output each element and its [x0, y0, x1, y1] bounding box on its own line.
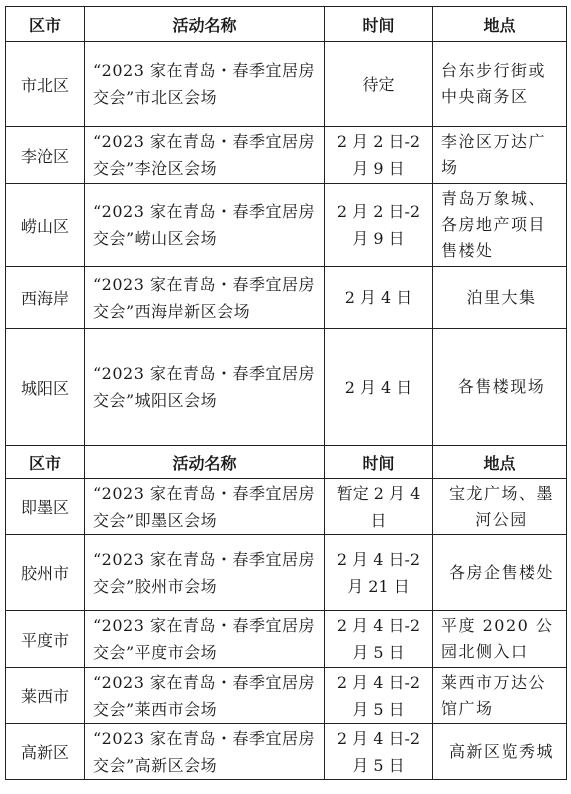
- venue-cell: 平度 2020 公园北侧入口: [433, 611, 567, 668]
- table-row: [6, 724, 567, 780]
- time-cell: 暂定 2 月 4 日: [325, 479, 433, 535]
- table-row: [6, 668, 567, 724]
- header-time: 时间: [325, 446, 433, 479]
- time-cell: 2 月 4 日: [325, 329, 433, 446]
- time-cell: 2 月 4 日-2 月 5 日: [325, 724, 433, 780]
- table-row: [6, 127, 567, 184]
- table-row: [6, 184, 567, 267]
- table-row: [6, 535, 567, 611]
- table-row: [6, 479, 567, 535]
- event-name-cell: “2023 家在青岛・春季宜居房交会”平度市会场: [85, 611, 325, 668]
- venue-cell: 台东步行街或中央商务区: [433, 42, 567, 127]
- venue-cell: 青岛万象城、各房地产项目售楼处: [433, 184, 567, 267]
- event-name-cell: “2023 家在青岛・春季宜居房交会”崂山区会场: [85, 184, 325, 267]
- time-cell: 2 月 4 日-2 月 5 日: [325, 668, 433, 724]
- venue-cell: 李沧区万达广场: [433, 127, 567, 184]
- event-name-cell: “2023 家在青岛・春季宜居房交会”高新区会场: [85, 724, 325, 780]
- header-district: 区市: [6, 7, 85, 42]
- venue-cell: 高新区览秀城: [433, 724, 567, 780]
- time-cell: 2 月 2 日-2 月 9 日: [325, 127, 433, 184]
- district-cell: 崂山区: [6, 184, 85, 267]
- time-cell: 2 月 4 日-2 月 5 日: [325, 611, 433, 668]
- header-venue: 地点: [433, 446, 567, 479]
- table-header-row: [6, 7, 567, 42]
- event-name-cell: “2023 家在青岛・春季宜居房交会”即墨区会场: [85, 479, 325, 535]
- header-time: 时间: [325, 7, 433, 42]
- event-name-cell: “2023 家在青岛・春季宜居房交会”西海岸新区会场: [85, 267, 325, 329]
- venue-cell: 泊里大集: [433, 267, 567, 329]
- event-name-cell: “2023 家在青岛・春季宜居房交会”城阳区会场: [85, 329, 325, 446]
- table-row: [6, 611, 567, 668]
- district-cell: 西海岸: [6, 267, 85, 329]
- time-cell: 2 月 2 日-2 月 9 日: [325, 184, 433, 267]
- district-cell: 高新区: [6, 724, 85, 780]
- table-row: [6, 329, 567, 446]
- district-cell: 即墨区: [6, 479, 85, 535]
- header-event-name: 活动名称: [85, 446, 325, 479]
- venue-cell: 莱西市万达公馆广场: [433, 668, 567, 724]
- event-schedule-table: [5, 6, 567, 780]
- table-header-row: [6, 446, 567, 479]
- district-cell: 李沧区: [6, 127, 85, 184]
- venue-cell: 各房企售楼处: [433, 535, 567, 611]
- event-name-cell: “2023 家在青岛・春季宜居房交会”莱西市会场: [85, 668, 325, 724]
- venue-cell: 宝龙广场、墨河公园: [433, 479, 567, 535]
- event-name-cell: “2023 家在青岛・春季宜居房交会”市北区会场: [85, 42, 325, 127]
- time-cell: 2 月 4 日: [325, 267, 433, 329]
- header-event-name: 活动名称: [85, 7, 325, 42]
- venue-cell: 各售楼现场: [433, 329, 567, 446]
- header-district: 区市: [6, 446, 85, 479]
- district-cell: 胶州市: [6, 535, 85, 611]
- time-cell: 待定: [325, 42, 433, 127]
- header-venue: 地点: [433, 7, 567, 42]
- time-cell: 2 月 4 日-2 月 21 日: [325, 535, 433, 611]
- district-cell: 市北区: [6, 42, 85, 127]
- event-name-cell: “2023 家在青岛・春季宜居房交会”胶州市会场: [85, 535, 325, 611]
- table-row: [6, 42, 567, 127]
- table-row: [6, 267, 567, 329]
- event-name-cell: “2023 家在青岛・春季宜居房交会”李沧区会场: [85, 127, 325, 184]
- district-cell: 平度市: [6, 611, 85, 668]
- district-cell: 城阳区: [6, 329, 85, 446]
- district-cell: 莱西市: [6, 668, 85, 724]
